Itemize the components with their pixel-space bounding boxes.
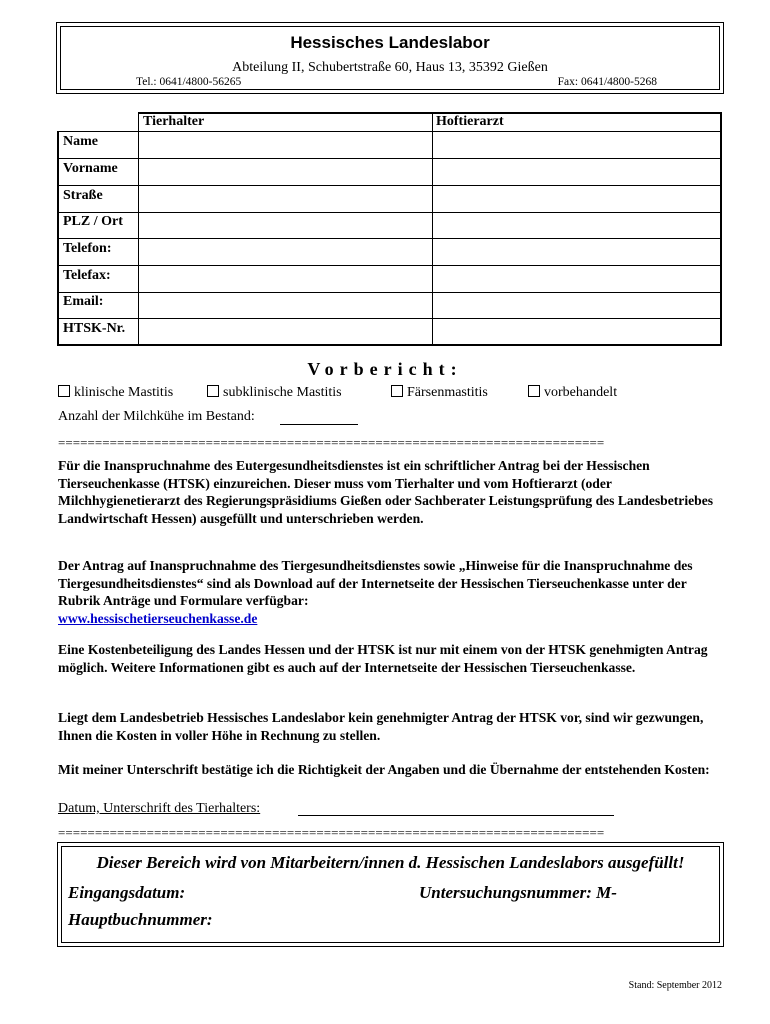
checkbox-klinische-mastitis[interactable] (58, 385, 173, 401)
paragraph-unterschrift: Mit meiner Unterschrift bestätige ich die Richtigkeit der Angaben und die Übernahme der entstehenden Kosten: (58, 762, 710, 777)
header-inner-frame (60, 26, 720, 90)
checkbox-vorbehandelt[interactable] (528, 385, 617, 401)
checkbox-label: klinische Mastitis (74, 385, 174, 400)
row-label-htsk-nr: HTSK-Nr. (63, 321, 126, 336)
table-row-border (57, 158, 722, 159)
lab-address: Abteilung II, Schubertstraße 60, Haus 13, 35392 Gießen (232, 60, 548, 75)
table-left-border-2 (58, 131, 59, 346)
table-row-border (57, 265, 722, 266)
lab-fax: Fax: 0641/4800-5268 (557, 76, 657, 88)
checkbox-subklinische-mastitis[interactable] (207, 385, 342, 401)
table-row-border (57, 185, 722, 186)
signature-label: Datum, Unterschrift des Tierhalters: (58, 801, 261, 816)
paragraph-download-text: Der Antrag auf Inanspruchnahme des Tiergesundheitsdienstes sowie „Hinweise für die Inanspruchnahme des Tiergesundheitsdienstes“ sind als Download auf der Internetseite der Hessischen Tierseuchenkasse unter der Rubrik Anträge und Formulare verfügbar: (58, 558, 693, 609)
separator-line: ========================================================================== (58, 436, 605, 450)
row-label-plz-ort: PLZ / Ort (63, 214, 123, 229)
htsk-website-link[interactable]: www.hessischetierseuchenkasse.de (58, 610, 258, 626)
table-bottom-border-2 (57, 345, 722, 346)
tierhalter-name-field[interactable] (139, 132, 432, 158)
anzahl-label: Anzahl der Milchkühe im Bestand: (58, 409, 255, 424)
separator-line: ========================================================================== (58, 826, 605, 840)
table-row-border (57, 318, 722, 319)
table-top-border-2 (138, 113, 722, 114)
table-row-border (57, 238, 722, 239)
untersuchungsnummer-label: Untersuchungsnummer: M- (419, 883, 617, 902)
paragraph-antrag: Für die Inanspruchnahme des Eutergesundheitsdienstes ist ein schriftlicher Antrag bei der Hessischen Tierseuchenkasse (HTSK) einzureichen. Dieser muss vom Tierhalter und vom Hoftierarzt (oder Milchhygienetierarzt des Regierungspräsidiums Gießen oder Sachberater Leistungsprüfung des Landesbetriebes Landwirtschaft Hessen) ausgefüllt und unterschrieben werden. (58, 458, 714, 526)
table-row-border (57, 212, 722, 213)
hoftierarzt-name-field[interactable] (433, 132, 720, 158)
eingangsdatum-label: Eingangsdatum: (68, 883, 186, 902)
row-label-telefon: Telefon: (63, 241, 112, 256)
office-inner-frame (61, 846, 720, 943)
row-label-vorname: Vorname (63, 161, 118, 176)
header-box (56, 22, 724, 94)
signature-line[interactable] (298, 815, 614, 816)
hauptbuchnummer-label: Hauptbuchnummer: (68, 910, 213, 929)
checkbox-label: Färsenmastitis (407, 385, 488, 400)
table-row-border (57, 292, 722, 293)
lab-tel: Tel.: 0641/4800-56265 (136, 76, 242, 88)
office-title: Dieser Bereich wird von Mitarbeitern/innen d. Hessischen Landeslabors ausgefüllt! (96, 853, 685, 872)
row-label-email: Email: (63, 294, 104, 309)
paragraph-kosten: Liegt dem Landesbetrieb Hessisches Landeslabor kein genehmigter Antrag der HTSK vor, sind wir gezwungen, Ihnen die Kosten in voller Höhe in Rechnung zu stellen. (58, 710, 704, 743)
checkbox-faersenmastitis[interactable] (391, 385, 488, 401)
checkbox-icon[interactable] (58, 385, 70, 397)
checkbox-icon[interactable] (528, 385, 540, 397)
table-right-border-2 (721, 112, 722, 346)
office-box (57, 842, 724, 947)
row-label-strasse: Straße (63, 188, 103, 203)
checkbox-label: subklinische Mastitis (223, 385, 342, 400)
row-label-telefax: Telefax: (63, 268, 111, 283)
vorbericht-heading: Vorbericht: (307, 359, 463, 379)
col-head-tierhalter: Tierhalter (143, 114, 205, 129)
lab-title: Hessisches Landeslabor (290, 33, 490, 52)
checkbox-label: vorbehandelt (544, 385, 618, 400)
paragraph-download (58, 557, 722, 627)
stand-date: Stand: September 2012 (628, 980, 722, 991)
col-head-hoftierarzt: Hoftierarzt (436, 114, 504, 129)
row-label-name: Name (63, 134, 98, 149)
paragraph-kostenbeteiligung: Eine Kostenbeteiligung des Landes Hessen und der HTSK ist nur mit einem von der HTSK genehmigten Antrag möglich. Weitere Informationen gibt es auch auf der Internetseite der Hessischen Tierseuchenkasse. (58, 642, 708, 675)
checkbox-icon[interactable] (391, 385, 403, 397)
anzahl-input-line[interactable] (280, 424, 358, 425)
checkbox-icon[interactable] (207, 385, 219, 397)
